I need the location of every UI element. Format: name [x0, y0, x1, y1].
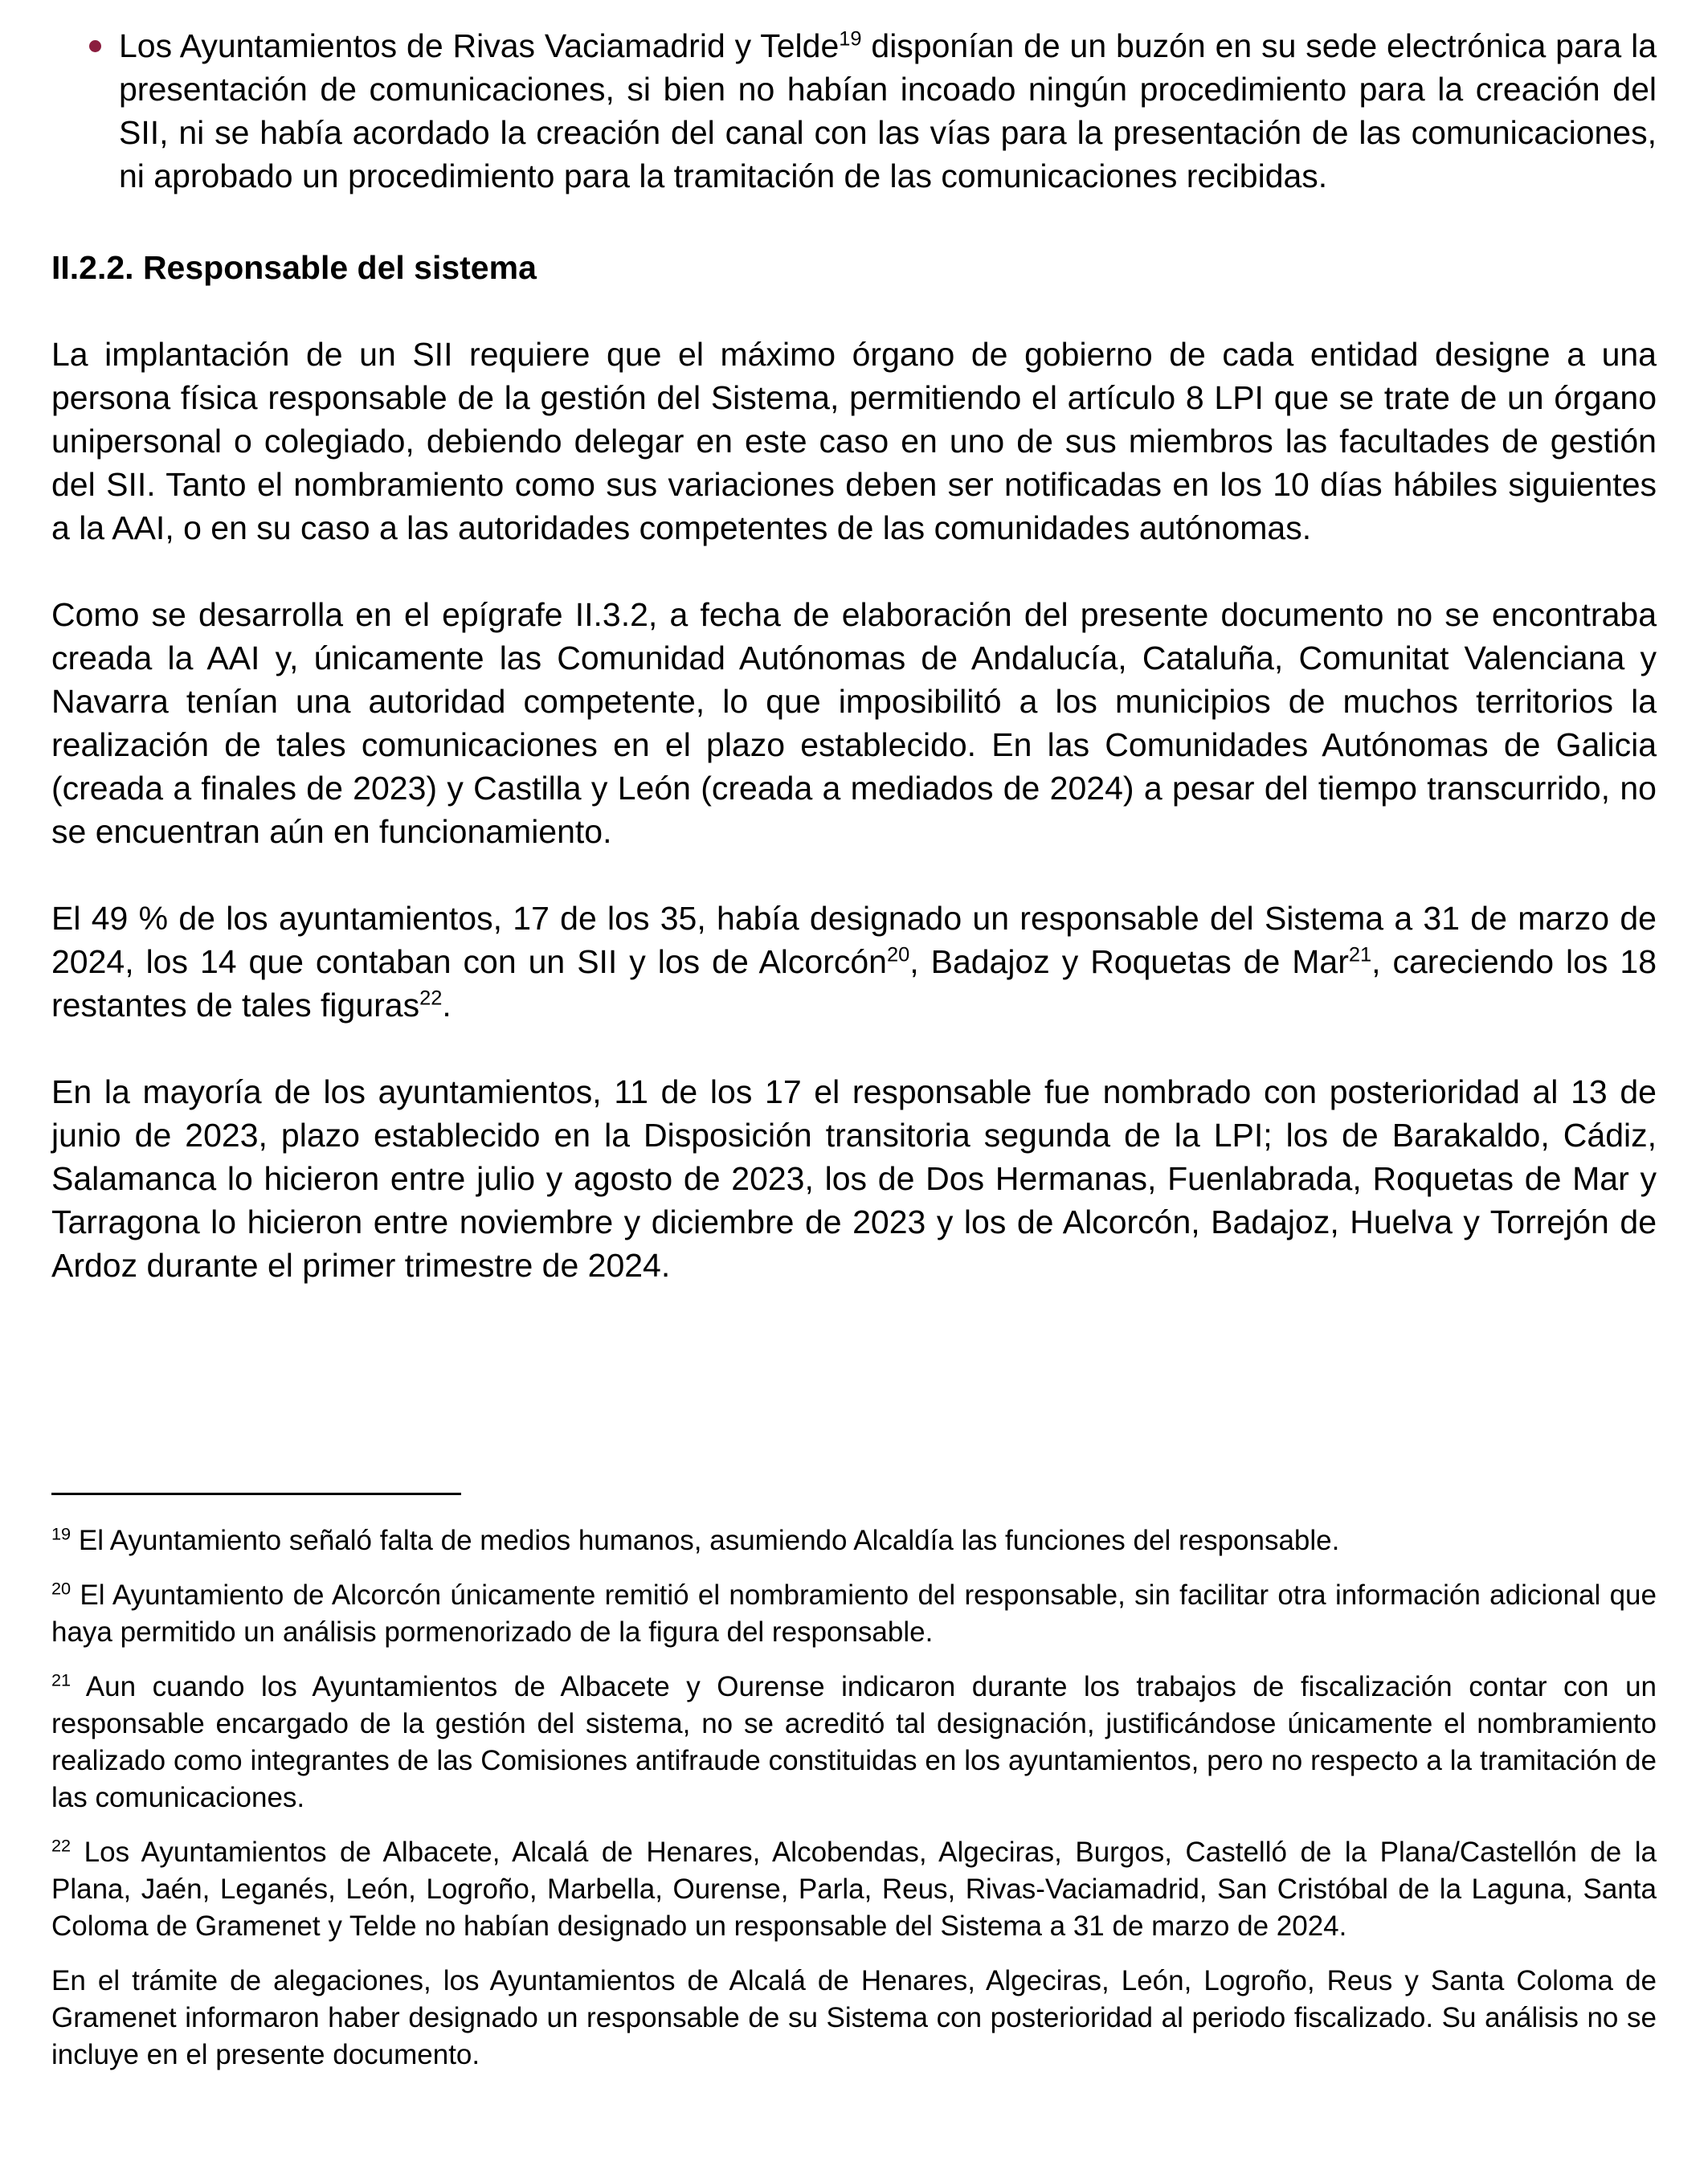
footnote-20: $^{20}$ El Ayuntamiento de Alcorcón únicamente remitió el nombramiento del responsable, sin facilitar otra información adicional que haya permitido un análisis pormenorizado de la figura del responsable.	[51, 1578, 1657, 1648]
paragraph-epigrafe-ii32: Como se desarrolla en el epígrafe II.3.2, a fecha de elaboración del presente documento no se encontraba creada la AAI y, únicamente las Comunidad Autónomas de Andalucía, Cataluña, Comunitat Valenciana y Navarra tenían una autoridad competente, lo que imposibilitó a los municipios de muchos territorios la realización de tales comunicaciones en el plazo establecido. En las Comunidades Autónomas de Galicia (creada a finales de 2023) y Castilla y León (creada a mediados de 2024) a pesar del tiempo transcurrido, no se encuentran aún en funcionamiento.	[51, 596, 1657, 850]
section-heading: II.2.2. Responsable del sistema	[51, 249, 537, 286]
footnote-alegaciones-continuation: En el trámite de alegaciones, los Ayuntamientos de Alcalá de Henares, Algeciras, León, Logroño, Reus y Santa Coloma de Gramenet informaron haber designado un responsable de su Sistema con posterioridad al periodo fiscalizado. Su análisis no se incluye en el presente documento.	[51, 1965, 1657, 2070]
footnotes-section	[51, 1522, 1657, 2074]
paragraph-porcentaje-ayuntamientos: El 49 % de los ayuntamientos, 17 de los 35, había designado un responsable del Sistema a 31 de marzo de 2024, los 14 que contaban con un SII y los de Alcorcón$^{20}$, Badajoz y Roquetas de Mar$^{21}$, careciendo los 18 restantes de tales figuras$^{22}$.	[51, 900, 1657, 1024]
footnote-21: $^{21}$ Aun cuando los Ayuntamientos de Albacete y Ourense indicaron durante los trabajos de fiscalización contar con un responsable encargado de la gestión del sistema, no se acreditó tal designación, justificándose únicamente el nombramiento realizado como integrantes de las Comisiones antifraude constituidas en los ayuntamientos, pero no respecto a la tramitación de las comunicaciones.	[51, 1669, 1657, 1813]
footnote-separator-line	[51, 1493, 461, 1495]
bullet-list-item	[51, 24, 1657, 198]
paragraph-implantacion-sii: La implantación de un SII requiere que el máximo órgano de gobierno de cada entidad designe a una persona física responsable de la gestión del Sistema, permitiendo el artículo 8 LPI que se trate de un órgano unipersonal o colegiado, debiendo delegar en este caso en uno de sus miembros las facultades de gestión del SII. Tanto el nombramiento como sus variaciones deben ser notificadas en los 10 días hábiles siguientes a la AAI, o en su caso a las autoridades competentes de las comunidades autónomas.	[51, 336, 1657, 546]
footnote-19: $^{19}$ El Ayuntamiento señaló falta de medios humanos, asumiendo Alcaldía las funciones del responsable.	[51, 1523, 1340, 1556]
footnote-22: $^{22}$ Los Ayuntamientos de Albacete, Alcalá de Henares, Alcobendas, Algeciras, Burgos, Castelló de la Plana/Castellón de la Plana, Jaén, Leganés, León, Logroño, Marbella, Ourense, Parla, Reus, Rivas-Vaciamadrid, San Cristóbal de la Laguna, Santa Coloma de Gramenet y Telde no habían designado un responsable del Sistema a 31 de marzo de 2024.	[51, 1835, 1657, 1942]
paragraph-mayoria-ayuntamientos: En la mayoría de los ayuntamientos, 11 de los 17 el responsable fue nombrado con posterioridad al 13 de junio de 2023, plazo establecido en la Disposición transitoria segunda de la LPI; los de Barakaldo, Cádiz, Salamanca lo hicieron entre julio y agosto de 2023, los de Dos Hermanas, Fuenlabrada, Roquetas de Mar y Tarragona lo hicieron entre noviembre y diciembre de 2023 y los de Alcorcón, Badajoz, Huelva y Torrejón de Ardoz durante el primer trimestre de 2024.	[51, 1073, 1657, 1284]
bullet-icon	[89, 40, 101, 52]
bullet-item-text: Los Ayuntamientos de Rivas Vaciamadrid y Telde$^{19}$ disponían de un buzón en su sede electrónica para la presentación de comunicaciones, si bien no habían incoado ningún procedimiento para la creación del SII, ni se había acordado la creación del canal con las vías para la presentación de las comunicaciones, ni aprobado un procedimiento para la tramitación de las comunicaciones recibidas.	[119, 27, 1657, 194]
